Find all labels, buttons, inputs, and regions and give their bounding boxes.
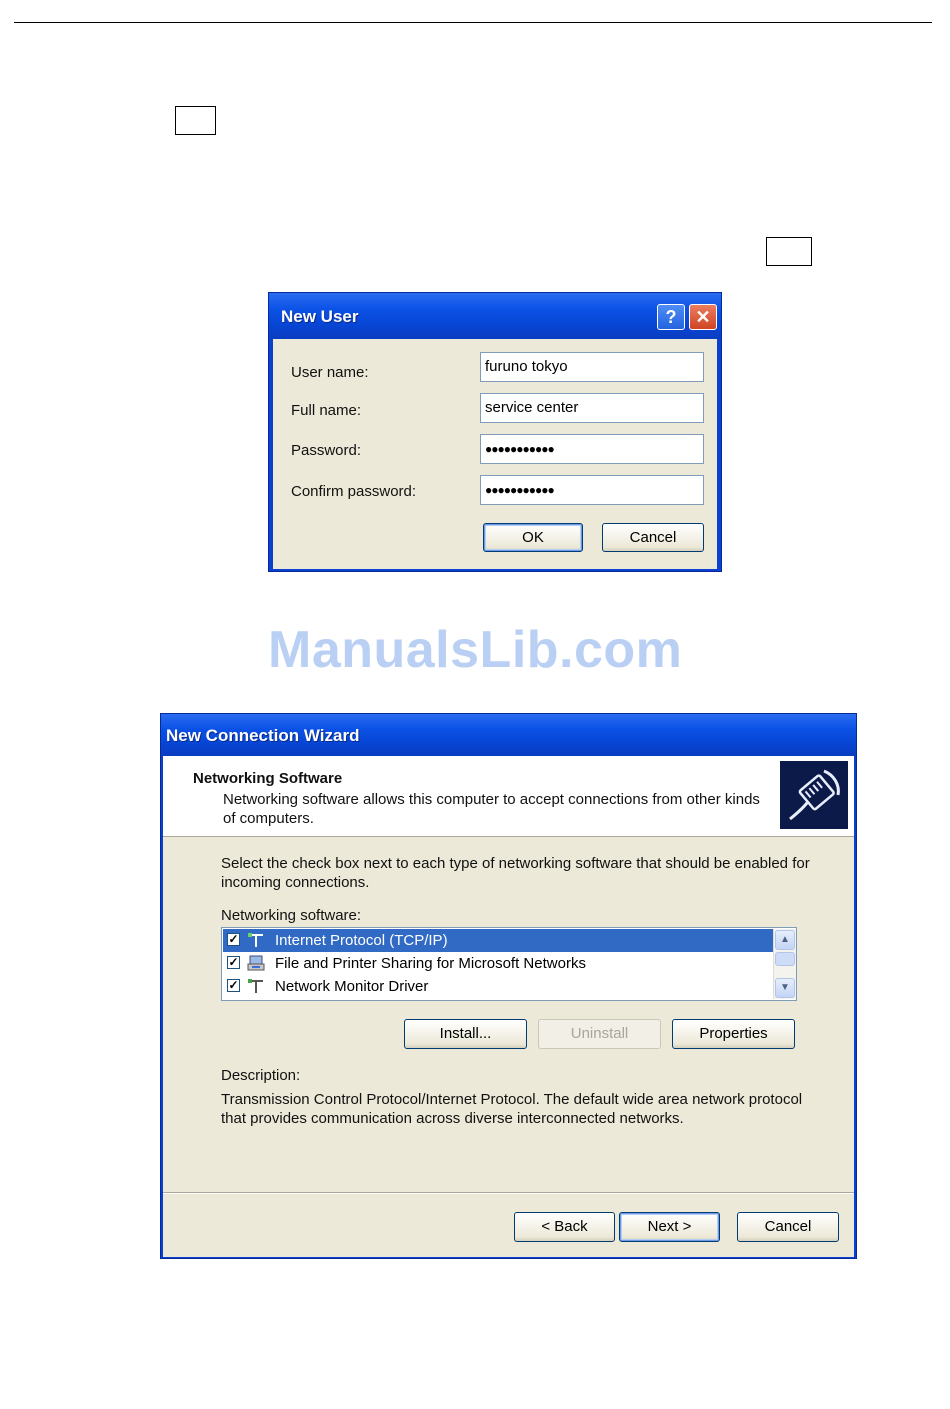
header-title: Networking Software [193, 770, 343, 787]
header-subtitle: Networking software allows this computer to accept connections from other kinds of computers. [223, 791, 760, 827]
wizard-title: New Connection Wizard [166, 726, 360, 745]
wizard-cancel-button[interactable]: Cancel [737, 1212, 839, 1242]
user-name-label: User name: [291, 364, 369, 381]
description-text: Transmission Control Protocol/Internet Protocol. The default wide area network protocol that provides communication across diverse interconnected networks. [221, 1091, 803, 1127]
install-button[interactable]: Install... [404, 1019, 527, 1049]
scroll-up-icon[interactable]: ▲ [775, 930, 795, 950]
network-protocol-icon [247, 978, 265, 994]
list-scrollbar[interactable] [773, 929, 796, 999]
network-protocol-icon [247, 932, 265, 948]
list-item[interactable] [223, 952, 773, 975]
watermark: ManualsLib.com [268, 621, 683, 679]
cancel-button[interactable]: Cancel [602, 523, 704, 552]
connection-wizard-dialog [160, 713, 857, 1259]
wizard-body [163, 837, 854, 1192]
back-button[interactable]: < Back [514, 1212, 615, 1242]
checkbox-checked[interactable]: ✓ [228, 932, 239, 946]
file-printer-sharing-icon [247, 955, 265, 971]
list-item-label: Network Monitor Driver [275, 978, 429, 995]
instructions-text: Select the check box next to each type of networking software that should be enabled for incoming connections. [221, 855, 810, 891]
scroll-down-icon[interactable]: ▼ [775, 978, 795, 998]
list-item[interactable] [223, 929, 773, 952]
confirm-password-label: Confirm password: [291, 483, 417, 500]
ok-button[interactable]: OK [483, 523, 583, 552]
list-item-label: Internet Protocol (TCP/IP) [275, 932, 448, 949]
wizard-titlebar[interactable] [161, 714, 856, 756]
properties-button[interactable]: Properties [672, 1019, 795, 1049]
network-plug-icon [780, 761, 848, 829]
checkbox-checked[interactable]: ✓ [228, 978, 239, 992]
empty-box-left [175, 106, 216, 135]
full-name-input[interactable]: service center [480, 393, 704, 423]
networking-software-label: Networking software: [221, 907, 362, 924]
list-item[interactable] [223, 975, 773, 998]
next-button[interactable]: Next > [619, 1212, 720, 1242]
user-name-input[interactable]: furuno tokyo [480, 352, 704, 382]
wizard-footer [163, 1194, 854, 1257]
networking-software-list[interactable] [221, 927, 797, 1001]
wizard-header [163, 756, 854, 837]
uninstall-button[interactable]: Uninstall [538, 1019, 661, 1049]
scroll-thumb[interactable] [775, 952, 795, 966]
help-icon[interactable]: ? [657, 304, 685, 330]
confirm-password-input[interactable]: ●●●●●●●●●●● [480, 475, 704, 505]
new-user-dialog [268, 292, 722, 572]
password-input[interactable]: ●●●●●●●●●●● [480, 434, 704, 464]
list-item-label: File and Printer Sharing for Microsoft Networks [275, 955, 586, 972]
empty-box-right [766, 237, 812, 266]
new-user-body [273, 339, 717, 569]
new-user-title: New User [281, 307, 359, 326]
full-name-label: Full name: [291, 402, 362, 419]
description-label: Description: [221, 1067, 301, 1084]
checkbox-checked[interactable]: ✓ [228, 955, 239, 969]
close-icon[interactable]: ✕ [689, 304, 717, 330]
new-user-titlebar[interactable] [269, 293, 721, 339]
page-top-rule [14, 22, 932, 23]
password-label: Password: [291, 442, 362, 459]
